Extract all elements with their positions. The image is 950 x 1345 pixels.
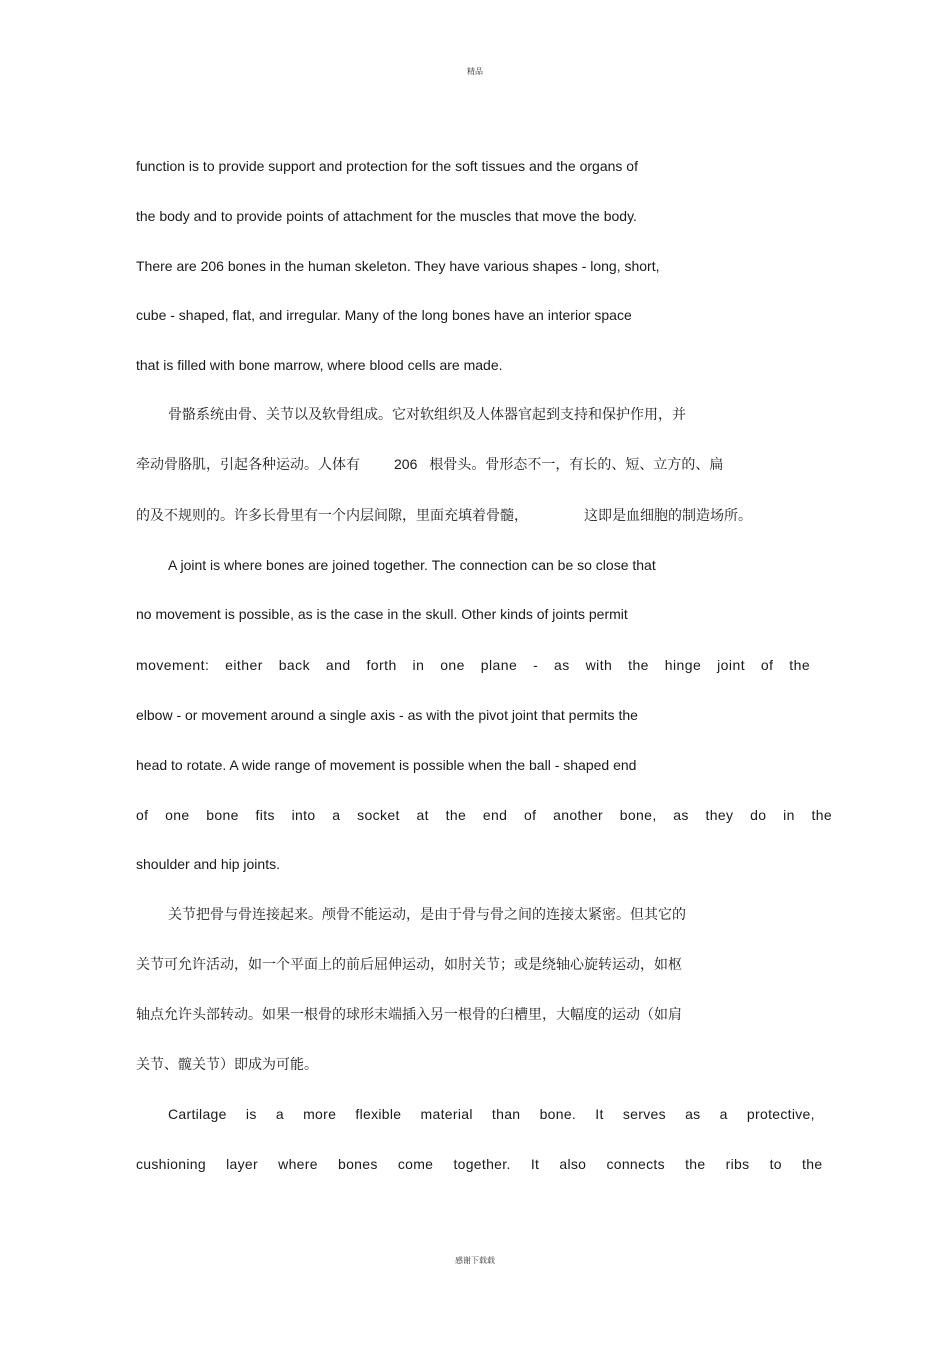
text-line: movement: either back and forth in one plane - as with the hinge joint of the: [136, 657, 811, 673]
text-line: shoulder and hip joints.: [136, 856, 280, 872]
text-line: 关节把骨与骨连接起来。颅骨不能运动，是由于骨与骨之间的连接太紧密。但其它的: [168, 906, 686, 922]
text-line: elbow - or movement around a single axis - as with the pivot joint that permits the: [136, 707, 638, 723]
text-line: no movement is possible, as is the case in the skull. Other kinds of joints permit: [136, 606, 628, 622]
text-line: head to rotate. A wide range of movement is possible when the ball - shaped end: [136, 757, 637, 773]
text-line: 关节、髋关节）即成为可能。: [136, 1056, 318, 1072]
text-line: cube - shaped, flat, and irregular. Many of the long bones have an interior space: [136, 307, 632, 323]
text-line: 关节可允许活动，如一个平面上的前后屈伸运动，如肘关节；或是绕轴心旋转运动，如枢: [136, 956, 682, 972]
page-footer: 感谢下载载: [455, 1256, 495, 1265]
text-line: Cartilage is a more flexible material than bone. It serves as a protective,: [168, 1106, 815, 1122]
text-line: 轴点允许头部转动。如果一根骨的球形末端插入另一根骨的臼槽里，大幅度的运动（如肩: [136, 1006, 682, 1022]
text-segment: 根骨头。骨形态不一，有长的、短、立方的、扁: [429, 456, 724, 472]
text-segment: 的及不规则的。许多长骨里有一个内层间隙，里面充填着骨髓，: [136, 507, 528, 523]
text-segment: 这即是血细胞的制造场所。: [584, 507, 752, 523]
text-line: A joint is where bones are joined together. The connection can be so close that: [168, 557, 656, 573]
text-line: There are 206 bones in the human skeleton. They have various shapes - long, short,: [136, 258, 660, 274]
page-header: 精品: [467, 67, 483, 76]
text-line: of one bone fits into a socket at the end of another bone, as they do in the: [136, 807, 832, 823]
text-line: [136, 455, 723, 473]
text-line: cushioning layer where bones come together. It also connects the ribs to the: [136, 1156, 823, 1172]
text-line: [136, 506, 752, 524]
text-line: that is filled with bone marrow, where blood cells are made.: [136, 357, 503, 373]
text-line: function is to provide support and protection for the soft tissues and the organs of: [136, 158, 638, 174]
text-line: 骨骼系统由骨、关节以及软骨组成。它对软组织及人体器官起到支持和保护作用，并: [168, 406, 686, 422]
text-line: the body and to provide points of attachment for the muscles that move the body.: [136, 208, 637, 224]
text-segment: 206: [394, 456, 418, 472]
text-segment: 牵动骨胳肌，引起各种运动。人体有: [136, 456, 360, 472]
